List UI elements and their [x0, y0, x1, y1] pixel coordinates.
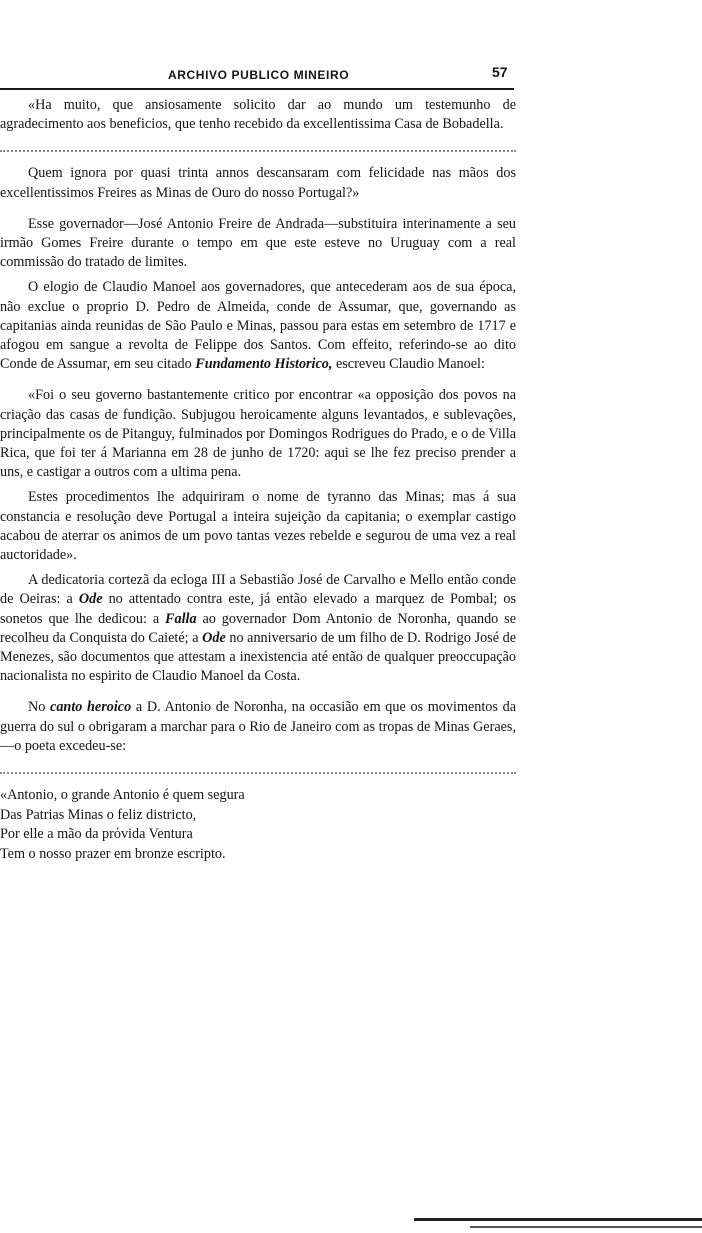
dotted-separator [0, 140, 516, 152]
scan-edge-line [470, 1226, 702, 1228]
verse-line: «Antonio, o grande Antonio é quem segura [0, 787, 245, 804]
verse-line: Tem o nosso prazer em bronze escripto. [0, 845, 226, 862]
running-header [0, 64, 520, 90]
paragraph: O elogio de Claudio Manoel aos governadores, que antecederam aos de sua época, não exclue o proprio D. Pedro de Almeida, conde de Assumar, que, governando as capitanias ainda reunidas de São Paulo e Minas, passou para estas em setembro de 1717 e afogou em sangue a revolta de Felippe dos Santos. Com effeito, referindo-se ao dito Conde de Assumar, em seu citado Fundamento Historico, escreveu Claudio Manoel: [0, 279, 516, 373]
header-rule [0, 88, 514, 90]
paragraph: Quem ignora por quasi trinta annos descansaram com felicidade nas mãos dos excellentissimos Freires as Minas de Ouro do nosso Portugal?» [0, 165, 516, 201]
header-title: ARCHIVO PUBLICO MINEIRO [168, 68, 350, 82]
quote-paragraph: Estes procedimentos lhe adquiriram o nome de tyranno das Minas; mas á sua constancia e resolução deve Portugal a inteira sujeição da capitania; o exemplar castigo acabou de aterrar os animos de um povo tantas vezes rebelde e segurou de uma vez a real auctoridade». [0, 489, 516, 564]
quote-paragraph: «Foi o seu governo bastantemente critico por encontrar «a opposição dos povos na criação das casas de fundição. Subjugou heroicamente alguns levantados, e sublevações, principalmente os de Pitanguy, fulminados por Domingos Rodrigues do Prado, e o de Villa Rica, que foi ter á Marianna em 28 de junho de 1720: aqui se lhe fez preciso prender a uns, e castigar a outros com a ultima pena. [0, 387, 516, 481]
scan-edge-line [414, 1218, 702, 1221]
paragraph: No canto heroico a D. Antonio de Noronha, na occasião em que os movimentos da guerra do sul o obrigaram a marchar para o Rio de Janeiro com as tropas de Minas Geraes,—o poeta excedeu-se: [0, 699, 516, 754]
dotted-separator [0, 762, 516, 774]
page-number: 57 [492, 64, 508, 80]
body-text [0, 96, 516, 864]
verse-line: Das Patrias Minas o feliz districto, [0, 806, 197, 823]
verse-block [0, 786, 516, 864]
paragraph: A dedicatoria cortezã da ecloga III a Sebastião José de Carvalho e Mello então conde de Oeiras: a Ode no attentado contra este, já então elevado a marquez de Pombal; os sonetos que lhe dedicou: a Falla ao governador Dom Antonio de Noronha, quando se recolheu da Conquista do Caieté; a Ode no anniversario de um filho de D. Rodrigo José de Menezes, são documentos que attestam a inexistencia até então de qualquer preoccupação nacionalista no espirito de Claudio Manoel da Costa. [0, 572, 516, 685]
verse-line: Por elle a mão da prόvida Ventura [0, 826, 193, 843]
paragraph: «Ha muito, que ansiosamente solicito dar ao mundo um testemunho de agradecimento aos beneficios, que tenho recebido da excellentissima Casa de Bobadella. [0, 97, 516, 133]
paragraph: Esse governador—José Antonio Freire de Andrada—substituira interinamente a seu irmão Gomes Freire durante o tempo em que este esteve no Uruguay com a real commissão do tratado de limites. [0, 215, 516, 271]
